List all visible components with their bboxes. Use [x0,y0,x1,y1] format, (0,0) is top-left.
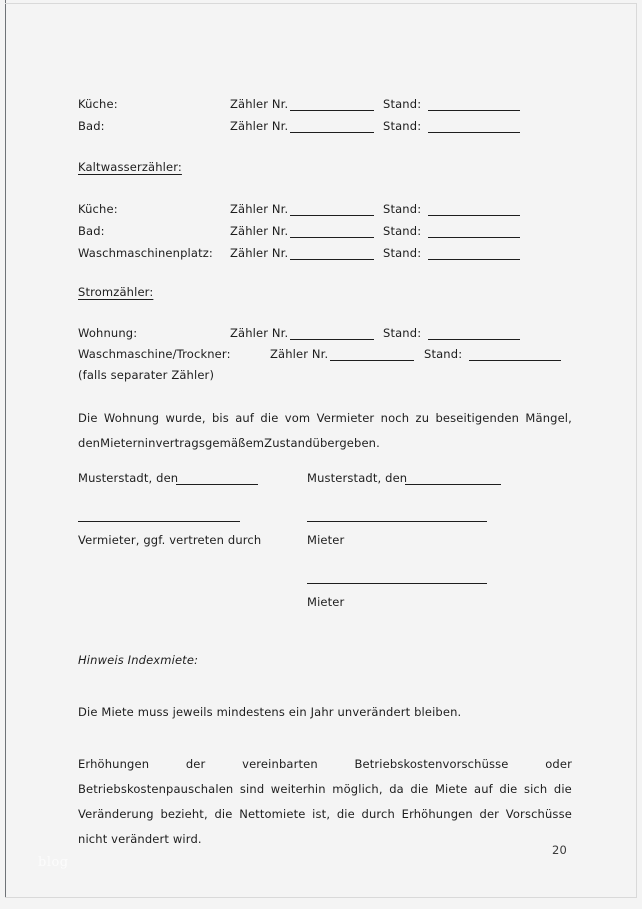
reading-blank[interactable] [428,339,520,340]
meter-number-label: Zähler Nr. [230,202,289,216]
word: wurde, [165,411,206,425]
word: weiterhin [270,782,326,796]
reading-label: Stand: [383,202,422,216]
reading-label: Stand: [383,326,422,340]
meter-number-blank[interactable] [290,237,374,238]
word: sind [239,782,265,796]
meter-number-blank[interactable] [290,132,374,133]
word: Erhöhungen [78,757,150,771]
date-blank-tenant[interactable] [405,484,501,485]
word: Vermieter [316,411,375,425]
meter-number-blank[interactable] [290,259,374,260]
word: vereinbarten [242,757,318,771]
word: Erhöhungen [401,807,473,821]
index-rent-line-2 [78,777,572,802]
signature-rule-tenant-2[interactable] [307,583,487,584]
handover-paragraph [78,406,572,456]
meter-row-label: Küche: [78,97,118,111]
word: bezieht, [160,807,208,821]
word: möglich, [332,782,383,796]
meter-number-label: Zähler Nr. [230,224,289,238]
reading-label: Stand: [383,119,422,133]
page-number: 20 [552,843,567,857]
word: auf [235,411,255,425]
meter-number-label: Zähler Nr. [270,347,329,361]
word: durch [361,807,395,821]
word: Wohnung [103,411,160,425]
meter-number-label: Zähler Nr. [230,246,289,260]
index-rent-sentence-text: Die Miete muss jeweils mindestens ein Jahr unverändert bleiben. [78,705,462,719]
reading-blank[interactable] [428,237,520,238]
word: noch [380,411,410,425]
word: da [389,782,404,796]
reading-blank[interactable] [428,215,520,216]
reading-blank[interactable] [428,259,520,260]
index-rent-line-4-text: nicht verändert wird. [78,832,202,846]
index-rent-line-4 [78,827,572,852]
meter-number-label: Zähler Nr. [230,326,289,340]
meter-row-label: Waschmaschinenplatz: [78,246,213,260]
reading-blank[interactable] [428,132,520,133]
section-heading-kaltwasserzaehler: Kaltwasserzähler: [78,160,182,174]
signature-caption-landlord: Vermieter, ggf. vertreten durch [78,533,262,547]
signature-rule-landlord[interactable] [78,521,240,522]
word: den [78,436,101,450]
word: zu [415,411,430,425]
word: die [499,782,518,796]
meter-row-label: Waschmaschine/Trockner: [78,347,231,361]
word: Nettomiete [239,807,306,821]
word: bis [211,411,229,425]
word: Betriebskostenvorschüsse [354,757,509,771]
word: der [479,807,500,821]
meter-number-label: Zähler Nr. [230,97,289,111]
word: vom [284,411,311,425]
word: ist, [312,807,331,821]
date-blank-landlord[interactable] [176,484,258,485]
meter-number-blank[interactable] [290,339,374,340]
word: in [144,436,156,450]
reading-blank[interactable] [469,360,561,361]
meter-number-label: Zähler Nr. [230,119,289,133]
meter-row-label: Wohnung: [78,326,138,340]
reading-label: Stand: [424,347,463,361]
handover-paragraph-line-1 [78,406,572,431]
word: Die [78,411,98,425]
word: Veränderung [78,807,154,821]
handover-paragraph-line-2 [78,431,572,456]
word: beseitigenden [435,411,520,425]
meter-row-label: Bad: [78,119,105,133]
word: der [185,757,206,771]
index-rent-line-3 [78,802,572,827]
word: vertragsgemäßem [155,436,265,450]
word: Zustand [264,436,313,450]
word: übergeben. [312,436,380,450]
meter-number-blank[interactable] [330,360,414,361]
index-rent-heading: Hinweis Indexmiete: [78,653,199,667]
word: Betriebskostenpauschalen [78,782,234,796]
reading-blank[interactable] [428,110,520,111]
date-label-landlord: Musterstadt, den [78,471,179,485]
signature-rule-tenant-1[interactable] [307,521,487,522]
word: sich [523,782,548,796]
index-rent-paragraph [78,752,572,852]
meter-row-label: Küche: [78,202,118,216]
reading-label: Stand: [383,97,422,111]
word: Miete [434,782,468,796]
section-heading-stromzaehler: Stromzähler: [78,285,154,299]
signature-caption-tenant-2: Mieter [307,595,345,609]
watermark: blog [38,855,69,870]
word: die [260,411,279,425]
word: die [410,782,429,796]
electricity-note-text: (falls separater Zähler) [78,368,215,382]
word: die [214,807,233,821]
word: auf [474,782,493,796]
reading-label: Stand: [383,246,422,260]
meter-number-blank[interactable] [290,110,374,111]
meter-row-label: Bad: [78,224,105,238]
reading-label: Stand: [383,224,422,238]
word: Mängel, [525,411,572,425]
signature-caption-tenant-1: Mieter [307,533,345,547]
word: die [336,807,355,821]
word: Mietern [100,436,145,450]
word: oder [545,757,572,771]
date-label-tenant: Musterstadt, den [307,471,408,485]
meter-number-blank[interactable] [290,215,374,216]
index-rent-line-1 [78,752,572,777]
word: die [553,782,572,796]
word: Vorschüsse [505,807,572,821]
